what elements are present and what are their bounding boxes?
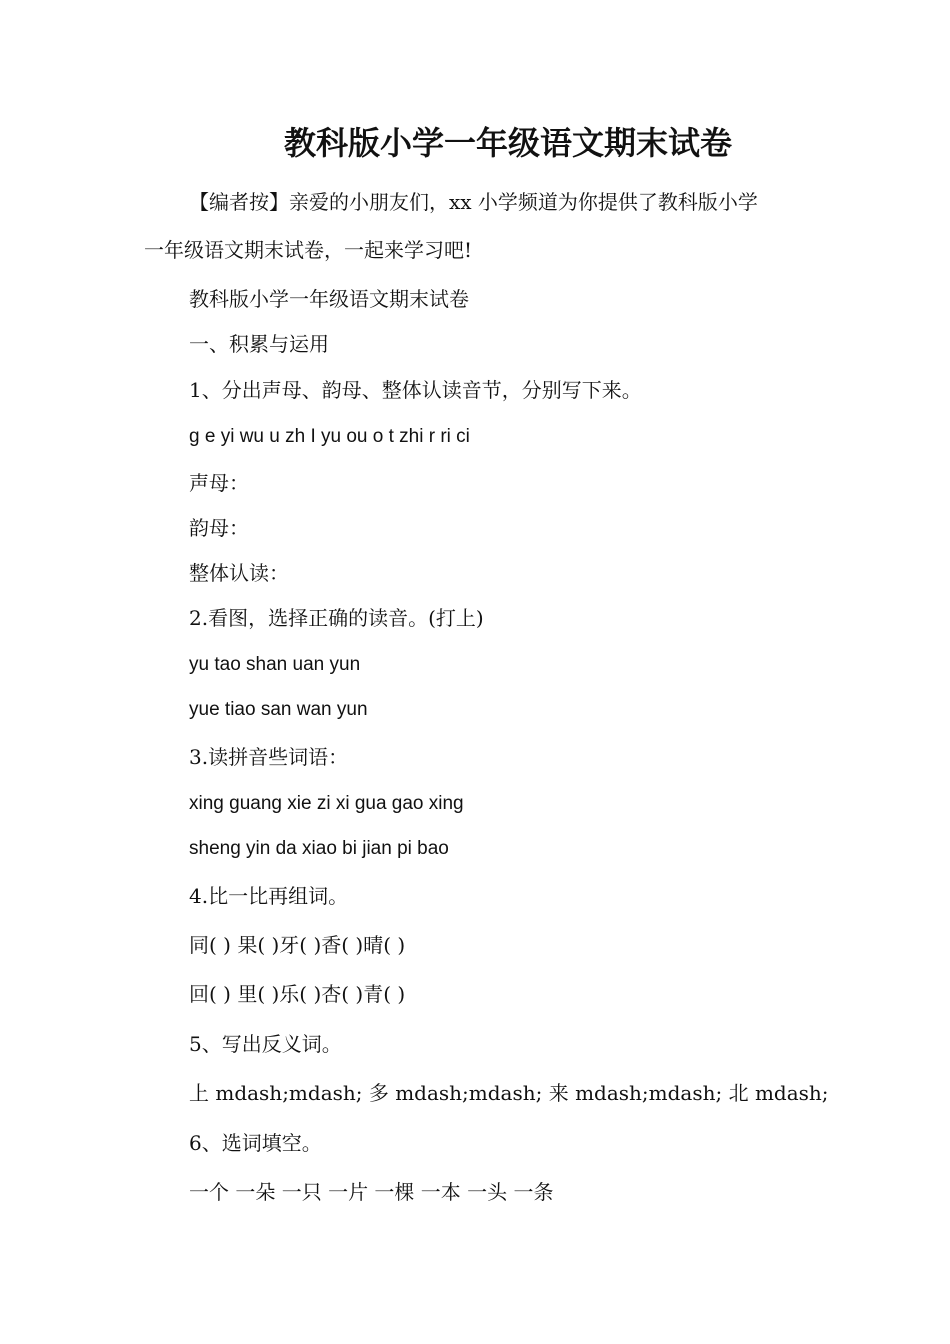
word-group-line: 回( ) 里( )乐( )杏( )青( ) [189, 982, 406, 1006]
question-5: 5、写出反义词。 [189, 1032, 342, 1056]
pinyin-line: xing guang xie zi xi gua gao xing [189, 793, 464, 814]
section-heading: 一、积累与运用 [189, 332, 329, 356]
paper-subtitle: 教科版小学一年级语文期末试卷 [189, 287, 469, 311]
answer-label-finals: 韵母： [189, 516, 249, 540]
document-title: 教科版小学一年级语文期末试卷 [283, 124, 732, 162]
antonym-line: 上 mdash;mdash; 多 mdash;mdash; 来 mdash;mdash; 北 mdash; [189, 1081, 829, 1105]
question-4: 4.比一比再组词。 [189, 884, 349, 908]
question-2: 2.看图，选择正确的读音。(打上) [189, 606, 484, 630]
editor-note-line-1: 【编者按】亲爱的小朋友们，xx 小学频道为你提供了教科版小学 [189, 190, 758, 214]
question-1: 1、分出声母、韵母、整体认读音节，分别写下来。 [189, 378, 642, 402]
pinyin-line: g e yi wu u zh I yu ou o t zhi r ri ci [189, 426, 470, 447]
pinyin-line: sheng yin da xiao bi jian pi bao [189, 838, 449, 859]
pinyin-line: yue tiao san wan yun [189, 699, 368, 720]
measure-word-line: 一个 一朵 一只 一片 一棵 一本 一头 一条 [189, 1180, 554, 1204]
answer-label-syllables: 整体认读： [189, 561, 289, 585]
word-group-line: 同( ) 果( )牙( )香( )晴( ) [189, 933, 406, 957]
pinyin-line: yu tao shan uan yun [189, 654, 361, 675]
answer-label-initials: 声母： [189, 471, 249, 495]
question-3: 3.读拼音些词语： [189, 745, 349, 769]
editor-note-line-2: 一年级语文期末试卷，一起来学习吧! [144, 238, 473, 262]
question-6: 6、选词填空。 [189, 1131, 322, 1155]
